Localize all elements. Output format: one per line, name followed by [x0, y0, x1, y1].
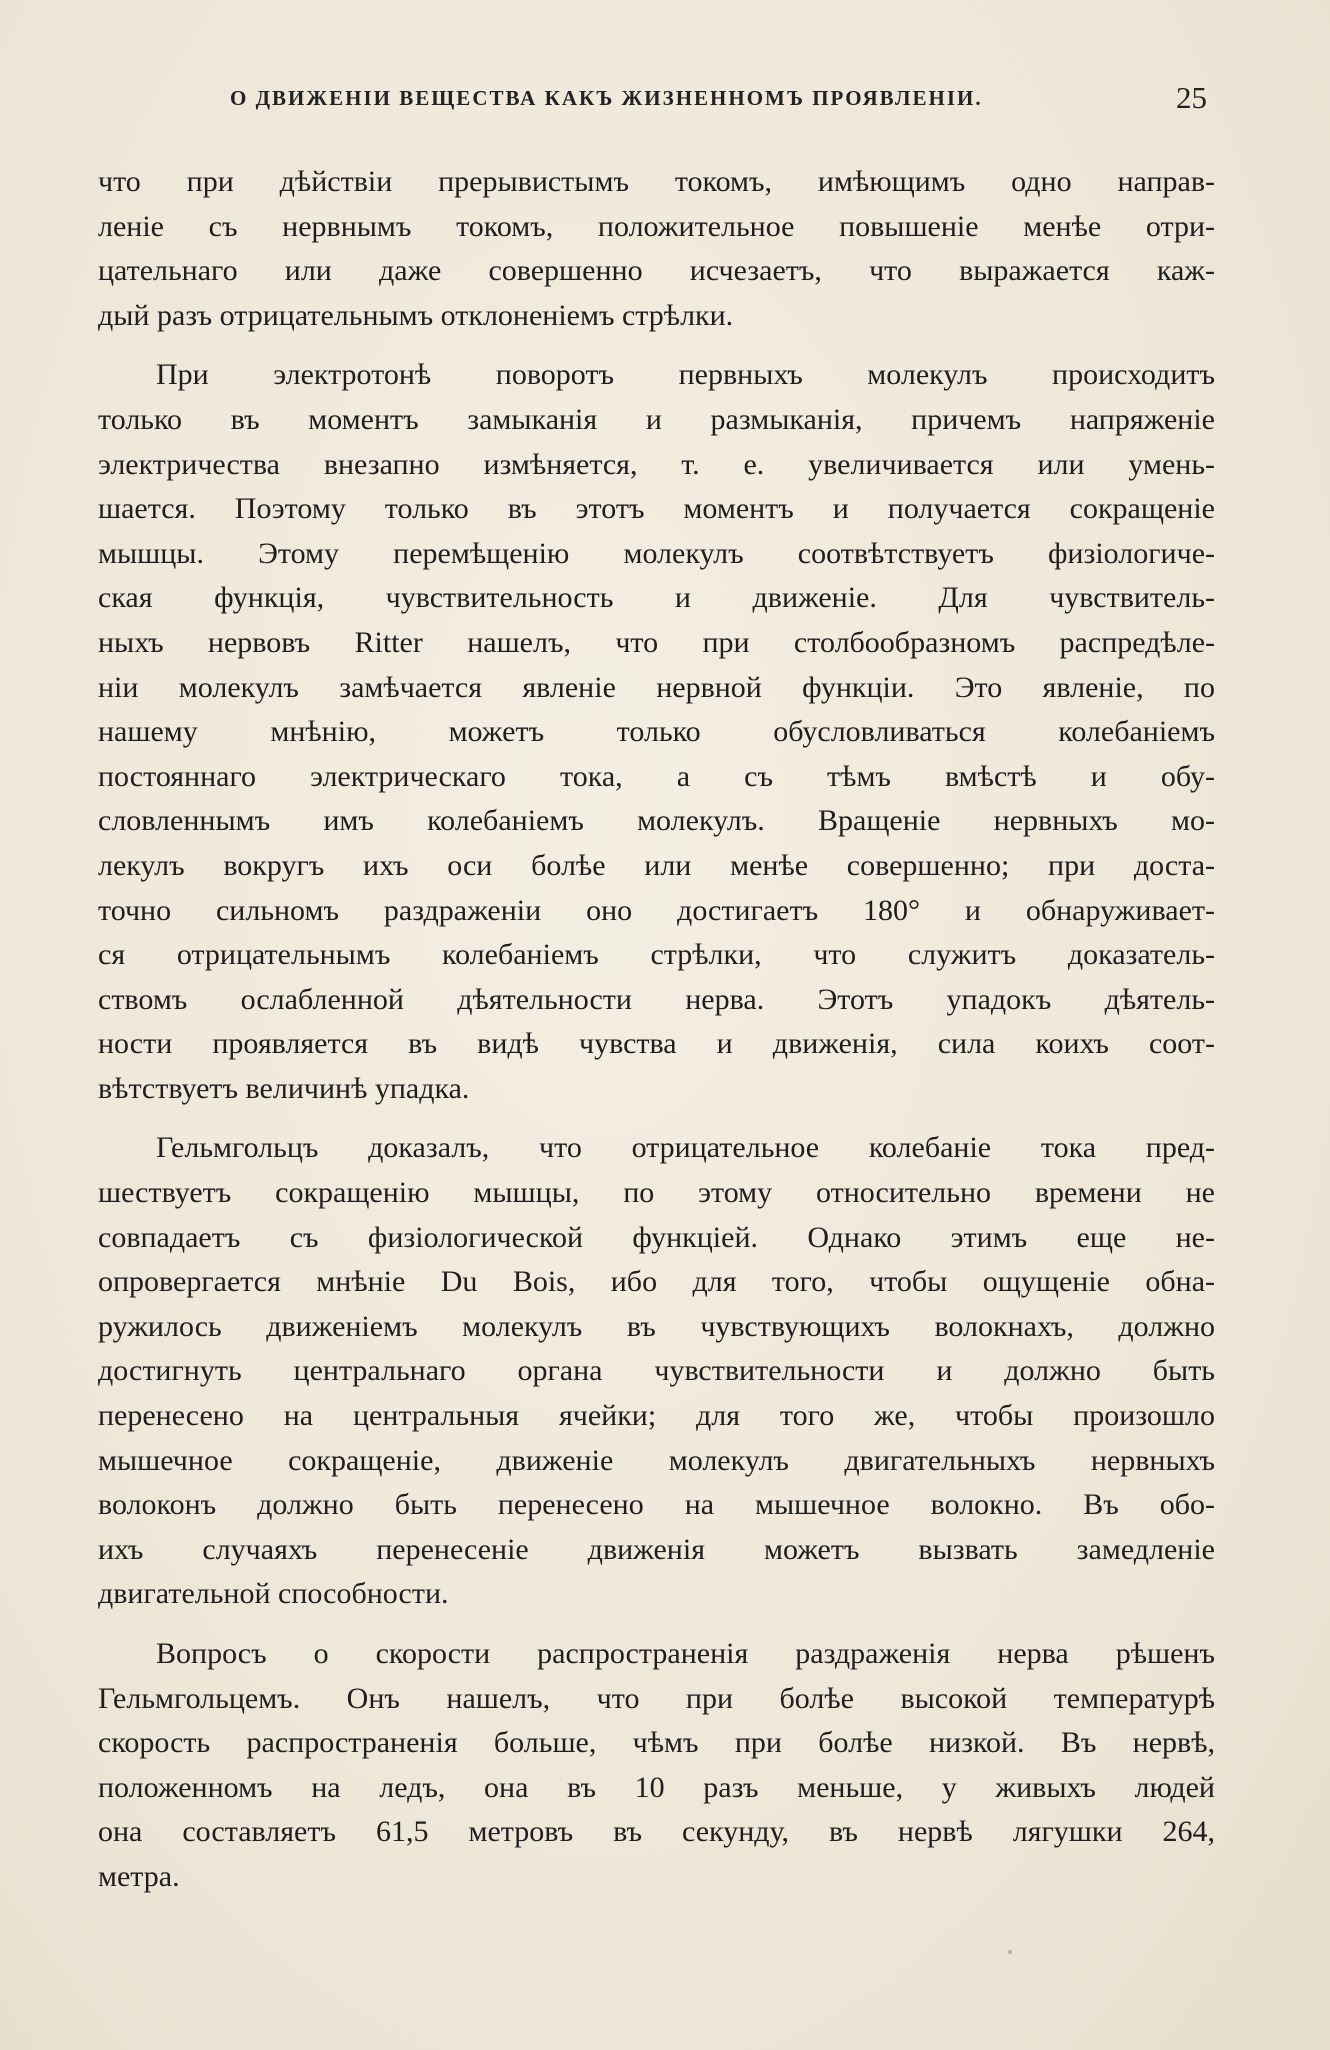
text-line: ся отрицательнымъ колебаніемъ стрѣлки, что служитъ доказатель- — [98, 938, 1215, 972]
text-line: лекулъ вокругъ ихъ оси болѣе или менѣе совершенно; при доста- — [98, 848, 1215, 882]
text-line: Вопросъ о скорости распространенія раздраженія нерва рѣшенъ — [156, 1637, 1215, 1670]
text-line: перенесено на центральныя ячейки; для того же, чтобы произошло — [98, 1399, 1215, 1433]
text-line: вѣтствуетъ величинѣ упадка. — [98, 1071, 470, 1105]
text-line: положенномъ на ледъ, она въ 10 разъ меньше, у живыхъ людей — [98, 1770, 1215, 1804]
text-line: совпадаетъ съ физіологической функціей. Однако этимъ еще не- — [98, 1220, 1215, 1254]
text-line: дый разъ отрицательнымъ отклоненіемъ стрѣлки. — [98, 298, 734, 332]
text-line: нашему мнѣнію, можетъ только обусловливаться колебаніемъ — [98, 715, 1215, 749]
text-line: что при дѣйствіи прерывистымъ токомъ, имѣющимъ одно направ- — [98, 165, 1215, 198]
text-line: цательнаго или даже совершенно исчезаетъ, что выражается каж- — [98, 254, 1215, 288]
text-line: ныхъ нервовъ Ritter нашелъ, что при столбообразномъ распредѣле- — [98, 625, 1215, 659]
paper-speck — [1008, 1950, 1012, 1954]
paragraph-4 — [98, 1632, 1215, 1900]
text-line: ихъ случаяхъ перенесеніе движенія можетъ вызвать замедленіе — [98, 1532, 1215, 1566]
text-line: волоконъ должно быть перенесено на мышечное волокно. Въ обо- — [98, 1488, 1215, 1522]
text-line: леніе съ нервнымъ токомъ, положительное повышеніе менѣе отри- — [98, 209, 1215, 243]
running-title: О ДВИЖЕНІИ ВЕЩЕСТВА КАКЪ ЖИЗНЕННОМЪ ПРОЯВЛЕНІИ. — [230, 86, 983, 110]
page-header — [100, 82, 1215, 122]
text-line: опровергается мнѣніе Du Bois, ибо для того, чтобы ощущеніе обна- — [98, 1265, 1215, 1299]
text-line: постояннаго электрическаго тока, а съ тѣмъ вмѣстѣ и обу- — [98, 759, 1215, 793]
body-text — [98, 160, 1215, 1915]
page-number: 25 — [1176, 80, 1207, 115]
text-line: двигательной способности. — [98, 1577, 449, 1611]
text-line: словленнымъ имъ колебаніемъ молекулъ. Вращеніе нервныхъ мо- — [98, 804, 1215, 838]
text-line: мышечное сокращеніе, движеніе молекулъ двигательныхъ нервныхъ — [98, 1443, 1215, 1477]
text-line: При электротонѣ поворотъ первныхъ молекулъ происходитъ — [156, 358, 1215, 392]
text-line: Гельмгольцъ доказалъ, что отрицательное колебаніе тока пред- — [156, 1131, 1215, 1165]
paragraph-2 — [98, 353, 1215, 1111]
text-line: ствомъ ослабленной дѣятельности нерва. Этотъ упадокъ дѣятель- — [98, 982, 1215, 1016]
text-line: метра. — [98, 1859, 180, 1893]
text-line: ружилось движеніемъ молекулъ въ чувствующихъ волокнахъ, должно — [98, 1309, 1215, 1343]
text-line: точно сильномъ раздраженіи оно достигаетъ 180° и обнаруживает- — [98, 893, 1215, 927]
text-line: ности проявляется въ видѣ чувства и движенія, сила коихъ соот- — [98, 1027, 1215, 1061]
text-line: ская функція, чувствительность и движеніе. Для чувствитель- — [98, 581, 1215, 615]
text-line: достигнуть центральнаго органа чувствительности и должно быть — [98, 1354, 1215, 1388]
paragraph-3 — [98, 1126, 1215, 1617]
text-line: Гельмгольцемъ. Онъ нашелъ, что при болѣе высокой температурѣ — [98, 1681, 1215, 1715]
text-line: скорость распространенія больше, чѣмъ при болѣе низкой. Въ нервѣ, — [98, 1726, 1215, 1760]
text-line: шается. Поэтому только въ этотъ моментъ и получается сокращеніе — [98, 492, 1215, 526]
text-line: только въ моментъ замыканія и размыканія, причемъ напряженіе — [98, 402, 1215, 436]
text-line: мышцы. Этому перемѣщенію молекулъ соотвѣтствуетъ физіологиче- — [98, 536, 1215, 570]
text-line: ніи молекулъ замѣчается явленіе нервной функціи. Это явленіе, по — [98, 670, 1215, 704]
text-line: электричества внезапно измѣняется, т. е. увеличивается или умень- — [98, 447, 1215, 481]
text-line: она составляетъ 61,5 метровъ въ секунду, въ нервѣ лягушки 264, — [98, 1815, 1215, 1849]
text-line: шествуетъ сокращенію мышцы, по этому относительно времени не — [98, 1176, 1215, 1210]
paragraph-1 — [98, 160, 1215, 338]
